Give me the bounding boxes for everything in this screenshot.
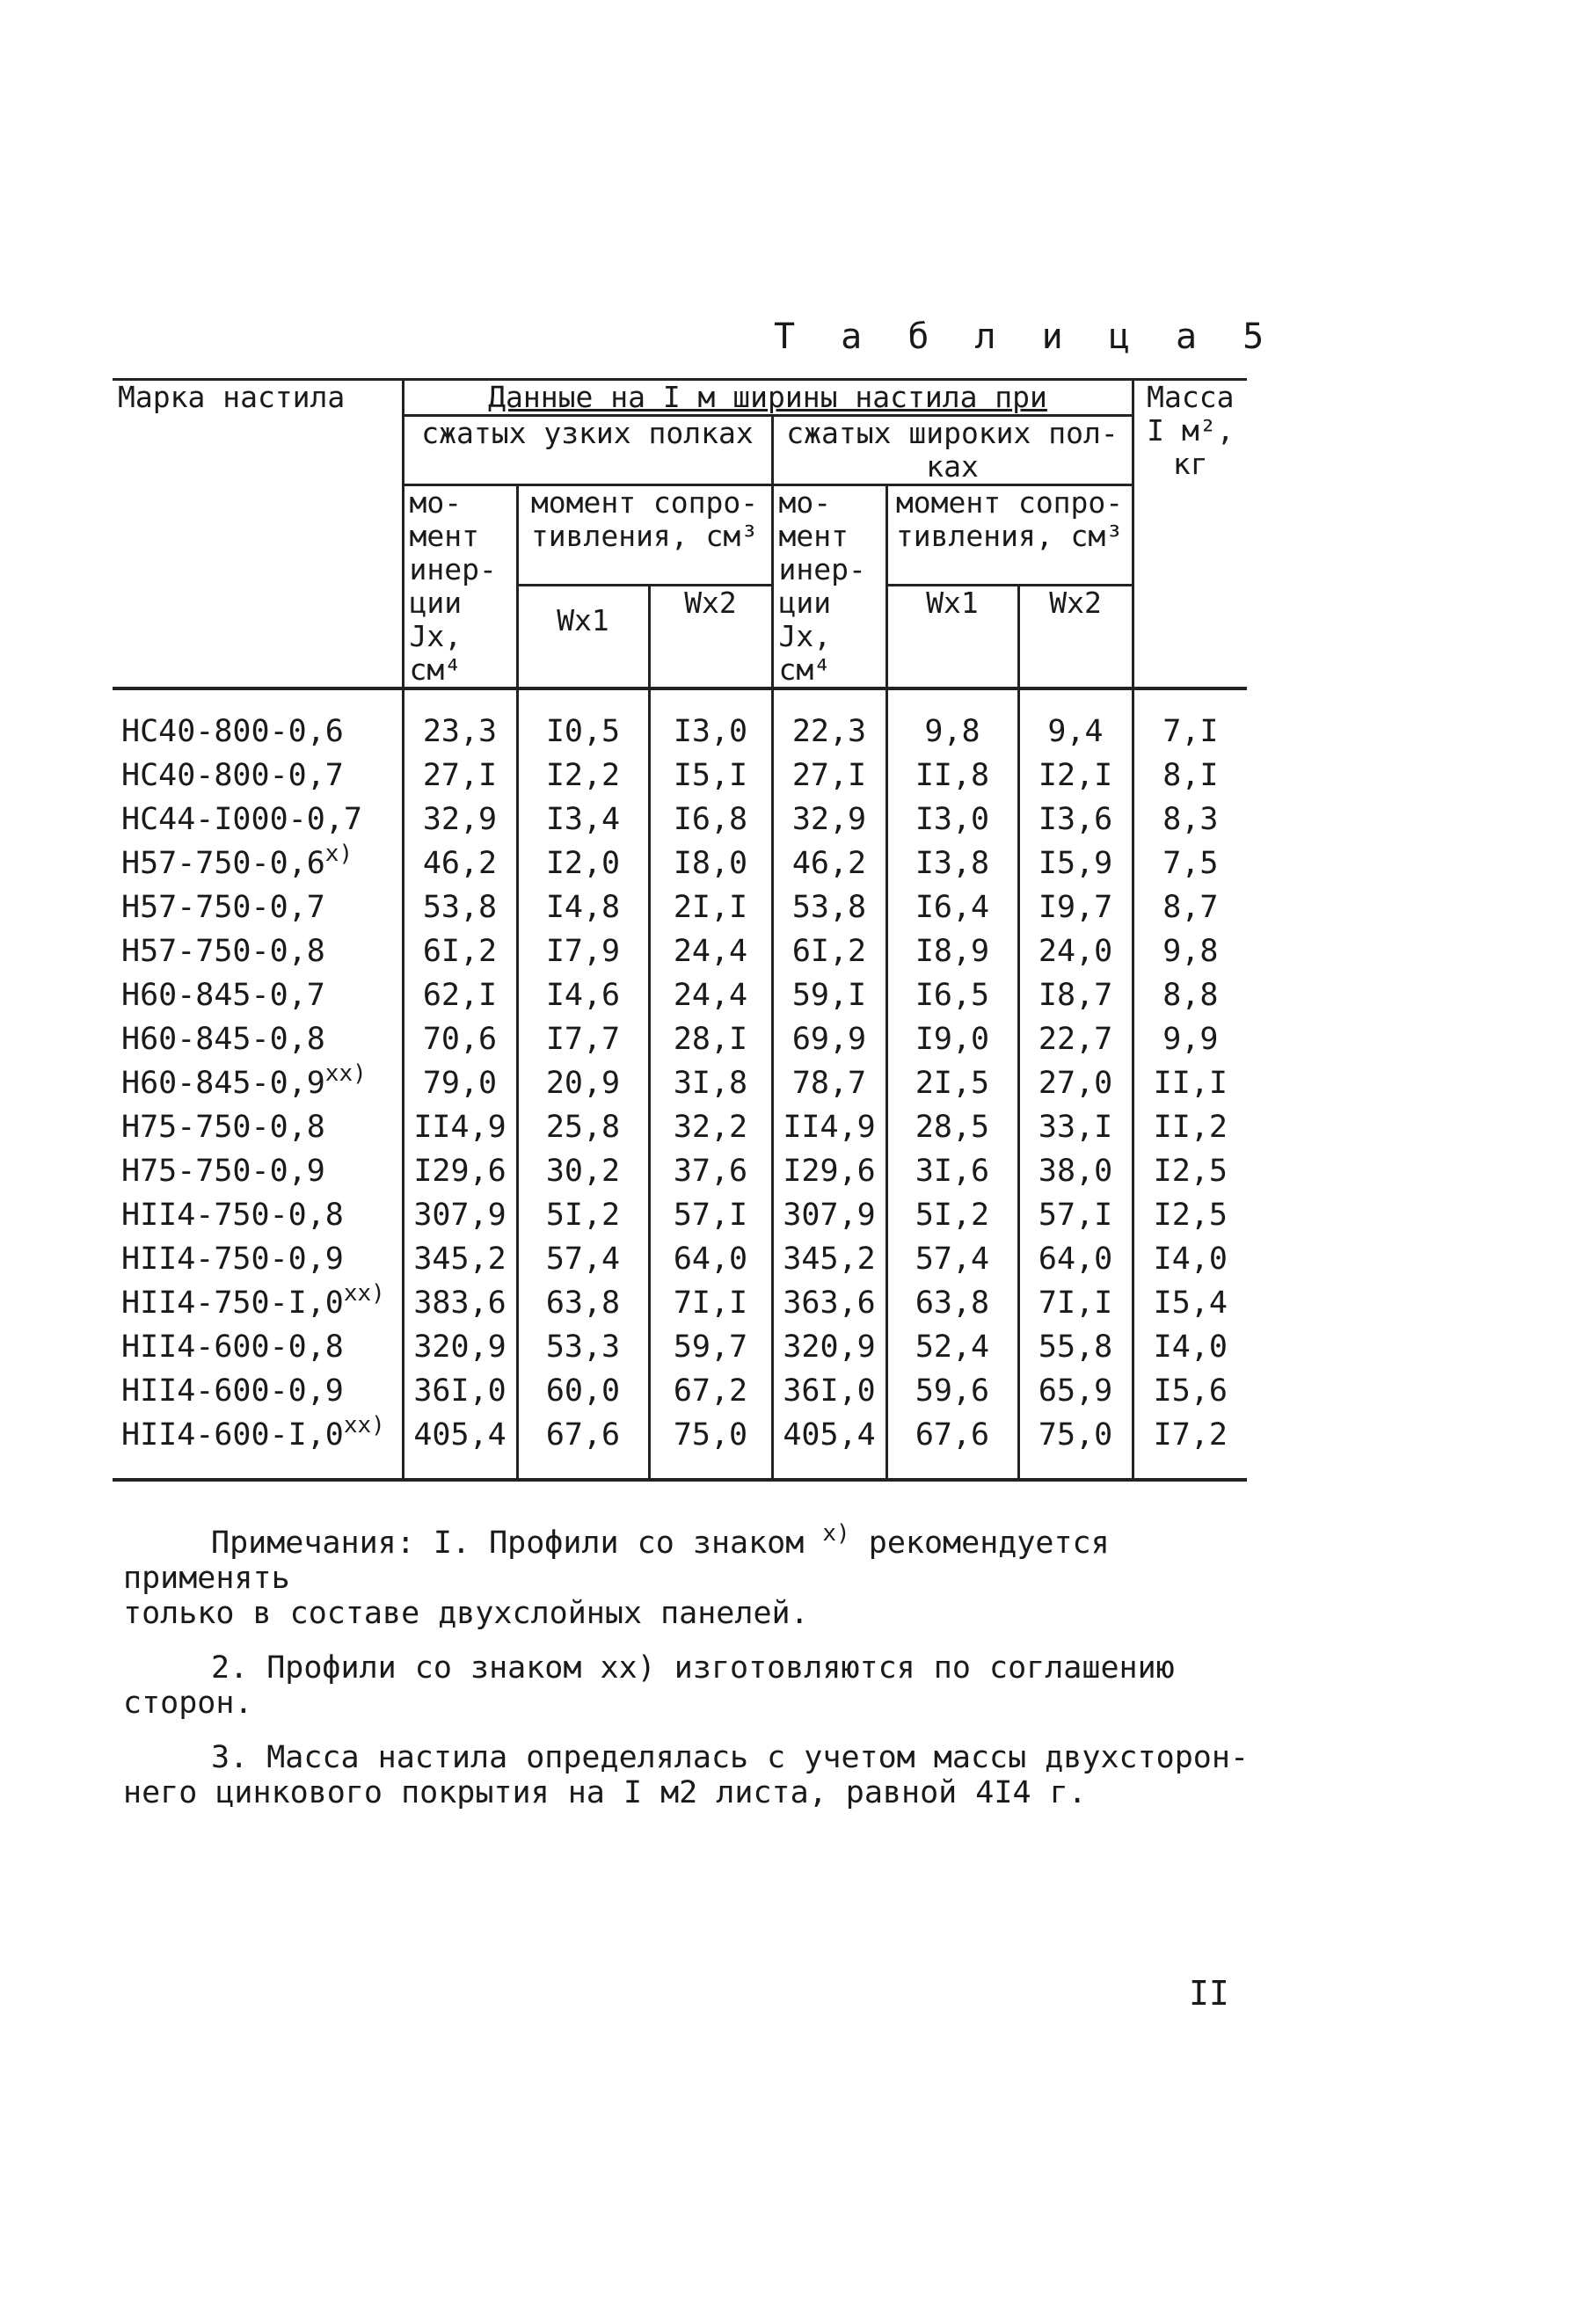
cell-w11: 25,8 [517, 1105, 649, 1149]
cell-w22: 24,0 [1018, 929, 1133, 973]
cell-w11: I3,4 [517, 797, 649, 841]
cell-w21: 63,8 [886, 1281, 1018, 1325]
cell-w21: I3,0 [886, 797, 1018, 841]
cell-mark [113, 1149, 403, 1193]
note-1-mark: x) [822, 1520, 850, 1547]
cell-w11: I4,8 [517, 885, 649, 929]
cell-mass: 7,I [1133, 688, 1247, 754]
mark-text: НII4-600-I,0 [121, 1417, 344, 1453]
cell-w12: 59,7 [649, 1325, 772, 1369]
cell-w11: I2,2 [517, 754, 649, 797]
cell-w11: 30,2 [517, 1149, 649, 1193]
cell-mark [113, 1369, 403, 1413]
cell-w21: 9,8 [886, 688, 1018, 754]
cell-w11: I7,9 [517, 929, 649, 973]
cell-j1: 345,2 [403, 1237, 517, 1281]
profile-table [113, 378, 1247, 1482]
cell-w22: I2,I [1018, 754, 1133, 797]
cell-w12: 28,I [649, 1017, 772, 1061]
mark-text: Н75-750-0,9 [121, 1154, 325, 1189]
cell-w12: 75,0 [649, 1413, 772, 1480]
cell-j1: 383,6 [403, 1281, 517, 1325]
page-number: II [1189, 1974, 1229, 2013]
cell-mark [113, 1193, 403, 1237]
cell-w12: 24,4 [649, 973, 772, 1017]
note-3 [123, 1740, 1266, 1810]
cell-mark [113, 754, 403, 797]
cell-w12: 57,I [649, 1193, 772, 1237]
cell-mark [113, 1237, 403, 1281]
header-wx1-narrow: Wx1 [517, 585, 649, 688]
cell-w22: 64,0 [1018, 1237, 1133, 1281]
header-mass: Масса I м², кг [1133, 380, 1247, 689]
cell-w11: I2,0 [517, 841, 649, 885]
cell-j2: 6I,2 [772, 929, 886, 973]
mark-text: Н60-845-0,9 [121, 1066, 325, 1101]
cell-w21: I6,4 [886, 885, 1018, 929]
note-1-tail: рекомендуется применять [123, 1526, 1110, 1596]
table-row [113, 1369, 1247, 1413]
cell-mass: 9,9 [1133, 1017, 1247, 1061]
mark-text: НII4-600-0,8 [121, 1329, 344, 1365]
mark-footnote: xx) [343, 1412, 385, 1438]
cell-j2: 27,I [772, 754, 886, 797]
table-row [113, 688, 1247, 754]
cell-j2: 59,I [772, 973, 886, 1017]
header-inertia-wide: мо-мент инер-ции Jx, см⁴ [772, 485, 886, 689]
cell-mass: II,2 [1133, 1105, 1247, 1149]
cell-j2: 320,9 [772, 1325, 886, 1369]
cell-mark [113, 929, 403, 973]
cell-j1: 79,0 [403, 1061, 517, 1105]
cell-w11: 57,4 [517, 1237, 649, 1281]
mark-footnote: xx) [343, 1280, 385, 1307]
table-row [113, 1149, 1247, 1193]
cell-w21: 57,4 [886, 1237, 1018, 1281]
mark-text: Н60-845-0,7 [121, 978, 325, 1013]
table-row [113, 885, 1247, 929]
note-2-line1: 2. Профили со знаком хх) изготовляются по соглашению [211, 1650, 1175, 1686]
cell-j1: 70,6 [403, 1017, 517, 1061]
cell-j1: 53,8 [403, 885, 517, 929]
cell-mass: I2,5 [1133, 1149, 1247, 1193]
note-1-lead: Примечания: I. Профили со знаком [211, 1526, 805, 1561]
cell-j1: 6I,2 [403, 929, 517, 973]
cell-w12: 64,0 [649, 1237, 772, 1281]
cell-w21: II,8 [886, 754, 1018, 797]
cell-w22: I8,7 [1018, 973, 1133, 1017]
cell-j2: 46,2 [772, 841, 886, 885]
cell-w21: I3,8 [886, 841, 1018, 885]
cell-w21: 3I,6 [886, 1149, 1018, 1193]
cell-j2: 36I,0 [772, 1369, 886, 1413]
cell-w12: 7I,I [649, 1281, 772, 1325]
table-row [113, 841, 1247, 885]
table-row [113, 1061, 1247, 1105]
mark-text: НII4-600-0,9 [121, 1373, 344, 1409]
cell-w22: 65,9 [1018, 1369, 1133, 1413]
mark-text: НII4-750-0,8 [121, 1198, 344, 1233]
cell-j1: II4,9 [403, 1105, 517, 1149]
header-group-title: Данные на I м ширины настила при [403, 380, 1133, 416]
cell-j2: I29,6 [772, 1149, 886, 1193]
header-wx1-wide: Wx1 [886, 585, 1018, 688]
cell-j2: II4,9 [772, 1105, 886, 1149]
cell-j2: 22,3 [772, 688, 886, 754]
cell-w22: 38,0 [1018, 1149, 1133, 1193]
cell-w21: I6,5 [886, 973, 1018, 1017]
mark-text: Н57-750-0,6 [121, 846, 325, 881]
cell-w12: 24,4 [649, 929, 772, 973]
cell-w12: I5,I [649, 754, 772, 797]
cell-j1: 23,3 [403, 688, 517, 754]
table-row [113, 929, 1247, 973]
cell-j2: 53,8 [772, 885, 886, 929]
table-row [113, 1237, 1247, 1281]
cell-w21: 28,5 [886, 1105, 1018, 1149]
header-narrow: сжатых узких полках [403, 416, 772, 485]
cell-j2: 405,4 [772, 1413, 886, 1480]
note-1 [123, 1520, 1266, 1631]
table-row [113, 1413, 1247, 1480]
mark-text: НII4-750-I,0 [121, 1285, 344, 1321]
cell-w11: 20,9 [517, 1061, 649, 1105]
table-row [113, 754, 1247, 797]
mark-text: Н60-845-0,8 [121, 1022, 325, 1057]
cell-w12: 32,2 [649, 1105, 772, 1149]
table-row [113, 1017, 1247, 1061]
cell-j1: 46,2 [403, 841, 517, 885]
mark-text: НII4-750-0,9 [121, 1242, 344, 1277]
cell-w11: 67,6 [517, 1413, 649, 1480]
cell-mark [113, 1061, 403, 1105]
mark-text: Н57-750-0,7 [121, 890, 325, 925]
cell-j1: 27,I [403, 754, 517, 797]
mark-text: Н75-750-0,8 [121, 1110, 325, 1145]
cell-w11: 63,8 [517, 1281, 649, 1325]
cell-mass: I5,6 [1133, 1369, 1247, 1413]
cell-w22: I9,7 [1018, 885, 1133, 929]
header-mark: Марка настила [113, 380, 403, 689]
cell-w22: 33,I [1018, 1105, 1133, 1149]
table-row [113, 973, 1247, 1017]
cell-w22: 75,0 [1018, 1413, 1133, 1480]
note-1-line2: только в составе двухслойных панелей. [123, 1596, 809, 1631]
cell-j1: 307,9 [403, 1193, 517, 1237]
cell-mark [113, 973, 403, 1017]
header-resistance-wide: момент сопро-тивления, см³ [886, 485, 1133, 586]
cell-mass: 8,I [1133, 754, 1247, 797]
cell-w22: 55,8 [1018, 1325, 1133, 1369]
cell-j1: 62,I [403, 973, 517, 1017]
mark-text: НС40-800-0,7 [121, 758, 344, 793]
cell-mass: I4,0 [1133, 1237, 1247, 1281]
cell-w12: 37,6 [649, 1149, 772, 1193]
header-wx2-wide: Wx2 [1018, 585, 1133, 688]
table-caption: Т а б л и ц а 5 [774, 317, 1277, 357]
cell-w21: I9,0 [886, 1017, 1018, 1061]
note-2-line2: сторон. [123, 1686, 253, 1721]
table-row [113, 1281, 1247, 1325]
cell-w12: I6,8 [649, 797, 772, 841]
mark-text: НС44-I000-0,7 [121, 802, 362, 837]
mark-footnote: x) [324, 841, 353, 867]
mark-text: Н57-750-0,8 [121, 934, 325, 969]
cell-w22: 57,I [1018, 1193, 1133, 1237]
cell-mark [113, 688, 403, 754]
cell-mark [113, 797, 403, 841]
cell-mass: 8,3 [1133, 797, 1247, 841]
cell-w21: 5I,2 [886, 1193, 1018, 1237]
cell-w11: I0,5 [517, 688, 649, 754]
cell-mass: 8,8 [1133, 973, 1247, 1017]
note-2 [123, 1650, 1266, 1721]
table-row [113, 797, 1247, 841]
cell-j1: 405,4 [403, 1413, 517, 1480]
cell-mass: I4,0 [1133, 1325, 1247, 1369]
cell-w12: 2I,I [649, 885, 772, 929]
cell-mass: II,I [1133, 1061, 1247, 1105]
cell-w22: I3,6 [1018, 797, 1133, 841]
mark-text: НС40-800-0,6 [121, 714, 344, 749]
cell-mass: 9,8 [1133, 929, 1247, 973]
note-3-line2: него цинкового покрытия на I м2 листа, равной 4I4 г. [123, 1775, 1087, 1810]
table-row [113, 1325, 1247, 1369]
cell-w21: 52,4 [886, 1325, 1018, 1369]
cell-w11: I4,6 [517, 973, 649, 1017]
cell-mark [113, 1325, 403, 1369]
cell-mark [113, 1281, 403, 1325]
header-wx2-narrow: Wx2 [649, 585, 772, 688]
table-row [113, 1193, 1247, 1237]
table-body [113, 688, 1247, 1480]
cell-w12: 67,2 [649, 1369, 772, 1413]
cell-mass: I2,5 [1133, 1193, 1247, 1237]
cell-w22: 7I,I [1018, 1281, 1133, 1325]
cell-w21: 59,6 [886, 1369, 1018, 1413]
cell-w22: I5,9 [1018, 841, 1133, 885]
cell-j2: 363,6 [772, 1281, 886, 1325]
cell-w22: 9,4 [1018, 688, 1133, 754]
cell-j2: 32,9 [772, 797, 886, 841]
cell-w11: 5I,2 [517, 1193, 649, 1237]
cell-w12: I3,0 [649, 688, 772, 754]
cell-j1: 32,9 [403, 797, 517, 841]
table-row [113, 1105, 1247, 1149]
cell-w12: 3I,8 [649, 1061, 772, 1105]
cell-mass: 7,5 [1133, 841, 1247, 885]
cell-w11: I7,7 [517, 1017, 649, 1061]
cell-mass: I5,4 [1133, 1281, 1247, 1325]
header-wide: сжатых широких пол-ках [772, 416, 1133, 485]
cell-w21: 2I,5 [886, 1061, 1018, 1105]
header-inertia-narrow: мо-мент инер-ции Jx, см⁴ [403, 485, 517, 689]
note-3-line1: 3. Масса настила определялась с учетом массы двухсторон- [211, 1740, 1250, 1775]
notes-block [123, 1520, 1266, 1830]
cell-j2: 345,2 [772, 1237, 886, 1281]
cell-j1: 36I,0 [403, 1369, 517, 1413]
cell-j2: 78,7 [772, 1061, 886, 1105]
cell-j2: 307,9 [772, 1193, 886, 1237]
cell-w11: 60,0 [517, 1369, 649, 1413]
mark-footnote: xx) [324, 1060, 367, 1087]
cell-mark [113, 1105, 403, 1149]
cell-mass: 8,7 [1133, 885, 1247, 929]
cell-j1: I29,6 [403, 1149, 517, 1193]
cell-mark [113, 841, 403, 885]
cell-w11: 53,3 [517, 1325, 649, 1369]
header-resistance-narrow: момент сопро-тивления, см³ [517, 485, 772, 586]
cell-mark [113, 885, 403, 929]
cell-mark [113, 1017, 403, 1061]
cell-w21: I8,9 [886, 929, 1018, 973]
cell-mark [113, 1413, 403, 1480]
cell-w22: 27,0 [1018, 1061, 1133, 1105]
cell-w22: 22,7 [1018, 1017, 1133, 1061]
cell-j2: 69,9 [772, 1017, 886, 1061]
cell-mass: I7,2 [1133, 1413, 1247, 1480]
cell-j1: 320,9 [403, 1325, 517, 1369]
cell-w21: 67,6 [886, 1413, 1018, 1480]
cell-w12: I8,0 [649, 841, 772, 885]
